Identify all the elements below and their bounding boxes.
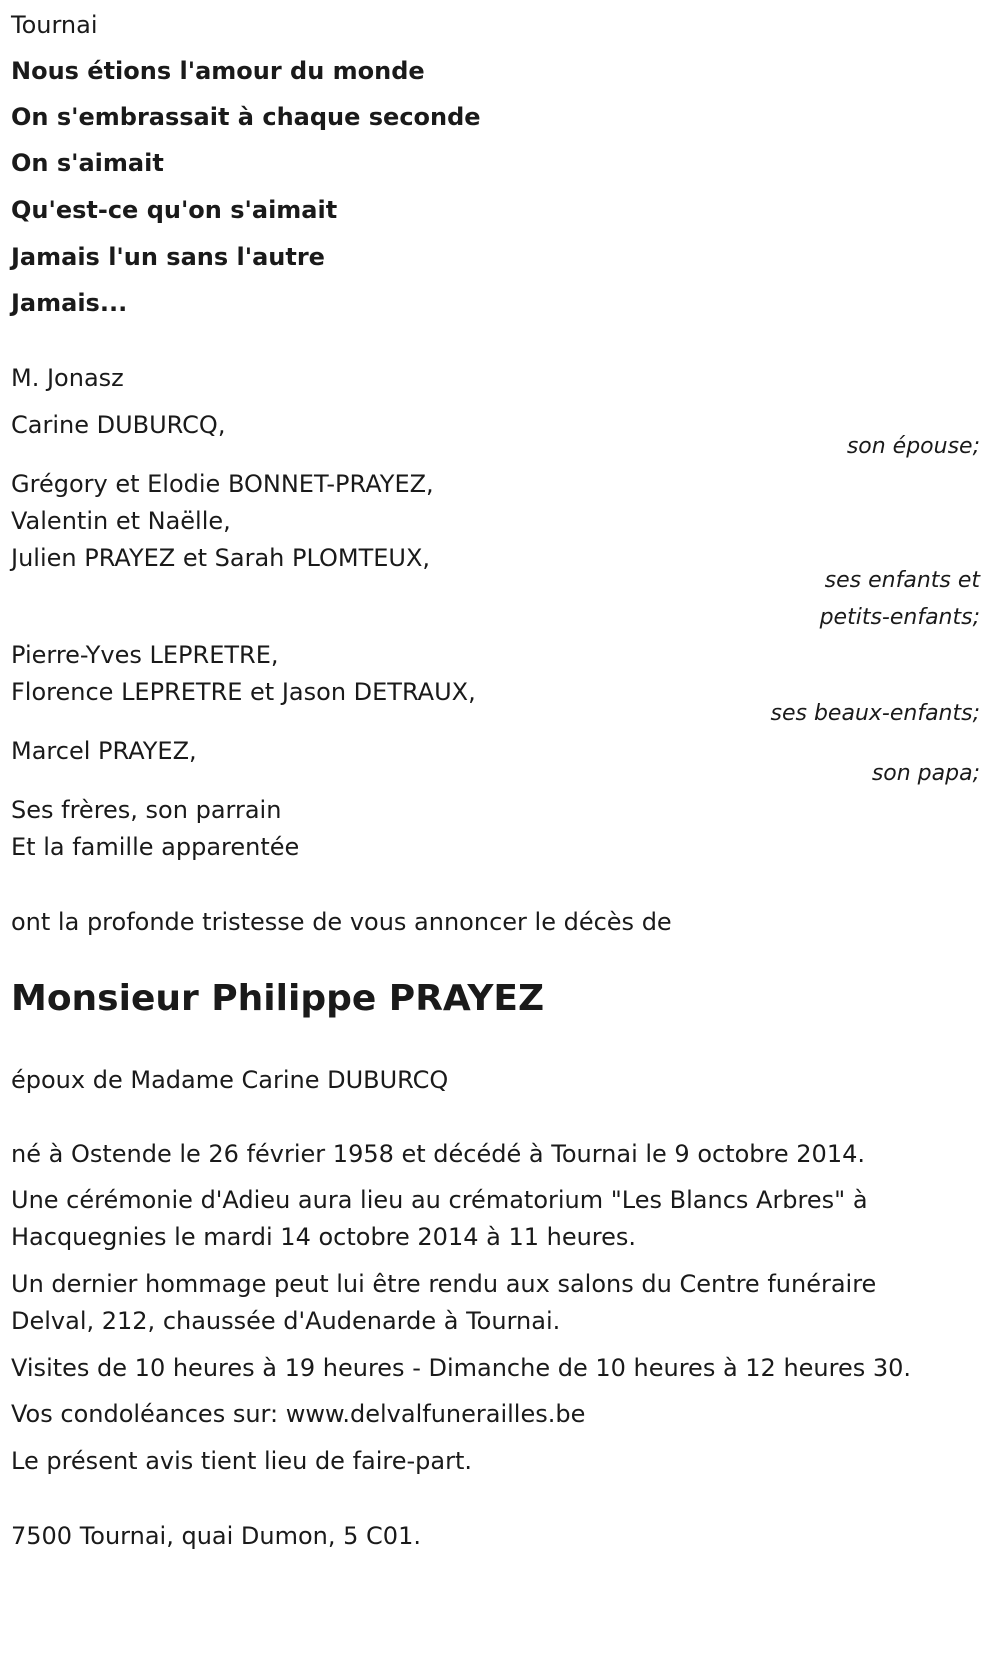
poem-line: On s'embrassait à chaque seconde [11,103,481,131]
spouse-name: Carine DUBURCQ, [11,411,226,439]
father-role: son papa; [871,761,980,786]
poem-line: Qu'est-ce qu'on s'aimait [11,196,338,224]
detail-line: Le présent avis tient lieu de faire-part. [11,1447,473,1475]
father-name: Marcel PRAYEZ, [11,737,197,765]
poem-line: Jamais... [11,289,128,317]
children-role: ses enfants et [824,568,980,593]
detail-line: Vos condoléances sur: www.delvalfunerailles.be [11,1400,586,1428]
deceased-spouse-line: époux de Madame Carine DUBURCQ [11,1066,449,1094]
spouse-role: son épouse; [846,434,980,459]
deceased-name: Monsieur Philippe PRAYEZ [11,978,545,1019]
detail-line: Visites de 10 heures à 19 heures - Dimanche de 10 heures à 12 heures 30. [11,1354,912,1382]
children-role: petits-enfants; [819,605,980,630]
in-law-name: Florence LEPRETRE et Jason DETRAUX, [11,678,476,706]
detail-line: né à Ostende le 26 février 1958 et décédé à Tournai le 9 octobre 2014. [11,1140,865,1168]
poem-line: On s'aimait [11,149,164,177]
detail-line: Delval, 212, chaussée d'Audenarde à Tournai. [11,1307,561,1335]
children-name: Julien PRAYEZ et Sarah PLOMTEUX, [11,544,431,572]
announcement: ont la profonde tristesse de vous annoncer le décès de [11,908,672,936]
poem-line: Jamais l'un sans l'autre [11,243,325,271]
city-heading: Tournai [11,11,98,39]
poem-author: M. Jonasz [11,364,124,392]
other-family: Et la famille apparentée [11,833,300,861]
children-name: Grégory et Elodie BONNET-PRAYEZ, [11,470,434,498]
address: 7500 Tournai, quai Dumon, 5 C01. [11,1522,421,1550]
detail-line: Un dernier hommage peut lui être rendu aux salons du Centre funéraire [11,1270,877,1298]
in-law-name: Pierre-Yves LEPRETRE, [11,641,279,669]
detail-line: Hacquegnies le mardi 14 octobre 2014 à 11 heures. [11,1223,637,1251]
poem-line: Nous étions l'amour du monde [11,57,425,85]
children-name: Valentin et Naëlle, [11,507,231,535]
other-family: Ses frères, son parrain [11,796,282,824]
detail-line: Une cérémonie d'Adieu aura lieu au crématorium "Les Blancs Arbres" à [11,1186,868,1214]
in-laws-role: ses beaux-enfants; [770,701,980,726]
